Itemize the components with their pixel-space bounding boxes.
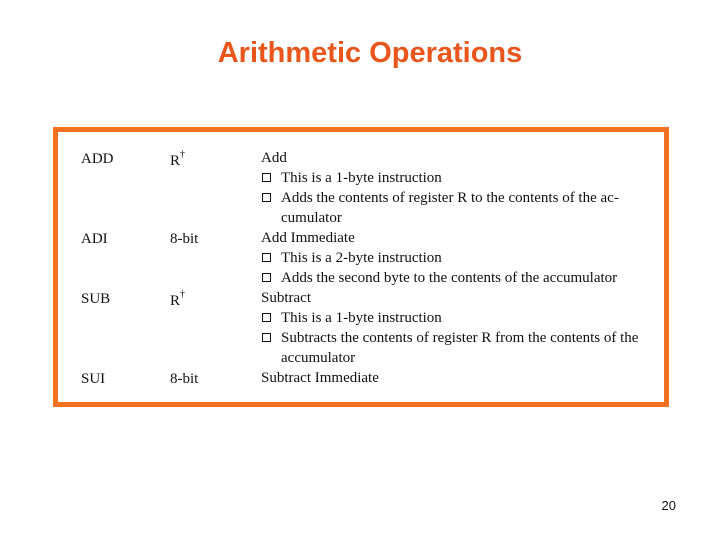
dagger-mark: † — [180, 149, 186, 160]
dagger-mark: † — [180, 289, 186, 300]
operand — [170, 231, 198, 248]
bullet-text: Adds the second byte to the contents of the accumulator — [281, 270, 618, 286]
instruction-name: Add — [261, 150, 287, 166]
bullet-item — [261, 328, 661, 368]
operand-text: 8-bit — [170, 371, 199, 387]
checkbox-icon — [262, 253, 271, 262]
instruction-name: Subtract Immediate — [261, 370, 379, 386]
checkbox-icon — [262, 333, 271, 342]
checkbox-icon — [262, 173, 271, 182]
description — [261, 228, 661, 288]
operand — [170, 291, 185, 310]
bullet-item — [261, 308, 661, 328]
bullet-item — [261, 188, 661, 228]
description — [261, 148, 661, 228]
description — [261, 368, 661, 388]
bullet-item — [261, 248, 661, 268]
mnemonic: ADD — [81, 151, 114, 167]
operand-text: R — [170, 293, 181, 309]
checkbox-icon — [262, 273, 271, 282]
bullet-text: Adds the contents of register R to the contents of the ac-cumulator — [281, 190, 619, 226]
checkbox-icon — [262, 193, 271, 202]
operand-text: 8-bit — [170, 231, 199, 247]
bullet-text: Subtracts the contents of register R from the contents of the accumulator — [281, 330, 639, 366]
operand — [170, 371, 198, 388]
instruction-table — [53, 127, 669, 407]
bullet-item — [261, 268, 661, 288]
bullet-text: This is a 1-byte instruction — [281, 170, 442, 186]
description — [261, 288, 661, 368]
slide-title: Arithmetic Operations — [217, 37, 523, 69]
mnemonic: SUB — [81, 291, 111, 307]
mnemonic: ADI — [81, 231, 108, 247]
instruction-name: Subtract — [261, 290, 311, 306]
bullet-text: This is a 2-byte instruction — [281, 250, 442, 266]
instruction-name: Add Immediate — [261, 230, 355, 246]
checkbox-icon — [262, 313, 271, 322]
operand-text: R — [170, 153, 181, 169]
operand — [170, 151, 185, 170]
mnemonic: SUI — [81, 371, 106, 387]
bullet-item — [261, 168, 661, 188]
page-number: 20 — [661, 498, 676, 513]
bullet-text: This is a 1-byte instruction — [281, 310, 442, 326]
